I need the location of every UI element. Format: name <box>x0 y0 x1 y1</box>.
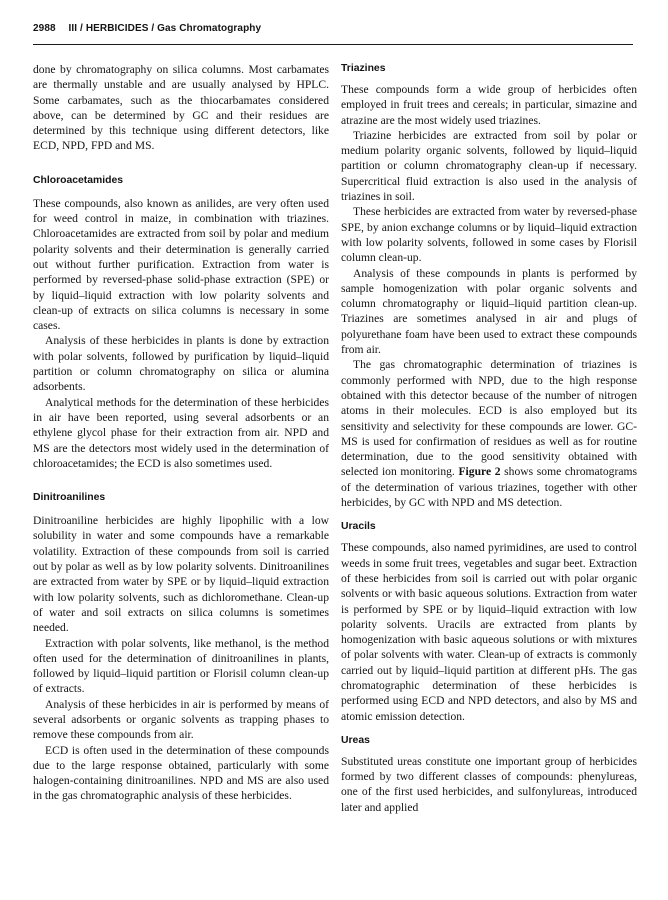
paragraph: Analysis of these herbicides in plants is done by extraction with polar solvents, followed by purification by liquid–liquid partition or column chromatography on silica or alumina adsorbents. <box>33 334 329 394</box>
paragraph-text: shows some chromatograms of the determination of various triazines, together with other herbicides, by GC with NPD and MS detection. <box>341 465 638 510</box>
left-column <box>33 62 329 804</box>
paragraph: Analysis of these herbicides in air is performed by means of several adsorbents or organic solvents as trapping phases to remove these compounds from air. <box>33 697 329 742</box>
section-heading-triazines: Triazines <box>341 63 386 74</box>
paragraph: Extraction with polar solvents, like methanol, is the method often used for the determination of dinitroanilines in plants, followed by liquid–liquid partition or Florisil column clean-up of extracts. <box>33 636 329 696</box>
paragraph-text: The gas chromatographic determination of triazines is commonly performed with NPD, due to the high response obtained with this detector because of the number of nitrogen atoms in their molecules. ECD is also employed but its sensitivity and selectivity for these compounds are lower. GC-MS is used for confirmation of residues as well as for routine determination, due to the good sensitivity obtained with selected ion monitoring. <box>341 358 637 479</box>
paragraph: ECD is often used in the determination of these compounds due to the large response obtained, particularly with some halogen-containing dinitroanilines. NPD and MS are also used in the gas chromatographic analysis of these herbicides. <box>33 743 329 803</box>
section-heading-dinitroanilines: Dinitroanilines <box>33 492 106 504</box>
paragraph: Dinitroaniline herbicides are highly lipophilic with a low solubility in water and some compounds have a remarkable volatility. Extraction of these compounds from soil is carried out by polar as well as by low polarity solvents. Dinitroanilines are extracted from water by SPE or by liquid–liquid extraction with low polarity solvents, such as dichloromethane. Clean-up of water and soil extracts on silica columns is sometimes needed. <box>33 514 329 635</box>
paragraph: Triazine herbicides are extracted from soil by polar or medium polarity organic solvents, followed by liquid–liquid partition or column chromatography clean-up if necessary. Supercritical fluid extraction is also used in the analysis of triazines in soil. <box>341 128 637 204</box>
page-number: 2988 <box>33 23 56 34</box>
paragraph: Analysis of these compounds in plants is performed by sample homogenization with polar organic solvents and column chromatography or liquid–liquid partition clean-up. Triazines are sometimes analysed in air and plugs of polyurethane foam have been used to extract these compounds from air. <box>341 266 637 357</box>
section-heading-uracils: Uracils <box>341 521 376 533</box>
section-heading-chloroacetamides: Chloroacetamides <box>33 174 124 186</box>
paragraph: These compounds, also known as anilides, are very often used for weed control in maize, in combination with triazines. Chloroacetamides are extracted from soil by polar and medium polarity solvents and their determination is generally carried out without further purification. Extraction from water is performed by reversed-phase solid-phase extraction (SPE) or by liquid–liquid extraction with low polarity solvents and clean-up of extracts on silica columns is necessary in some cases. <box>33 196 329 333</box>
paragraph: done by chromatography on silica columns. Most carbamates are thermally unstable and are usually analysed by HPLC. Some carbamates, such as the thiocarbamates considered above, can be determined by GC and their residues are determined by this technique using different detectors, like ECD, NPD, FPD and MS. <box>33 63 329 153</box>
header-rule <box>33 44 633 45</box>
paragraph: These compounds form a wide group of herbicides often employed in fruit trees and cereals; in particular, simazine and atrazine are the most widely used triazines. <box>341 83 637 127</box>
paragraph: Substituted ureas constitute one important group of herbicides formed by two different classes of compounds: phenylureas, one of the first used herbicides, and sulfonylureas, introduced later and applied <box>341 754 637 814</box>
paragraph: Analytical methods for the determination of these herbicides in air have been reported, using several adsorbents or an ethylene glycol phase for their extraction from air. NPD and MS are the detectors most widely used in the determination of chloroacetamides; the ECD is also sometimes used. <box>33 395 329 470</box>
section-title: III / HERBICIDES / Gas Chromatography <box>68 23 262 34</box>
figure-reference[interactable]: Figure 2 <box>458 465 501 479</box>
section-heading-ureas: Ureas <box>341 734 370 746</box>
paragraph <box>341 357 637 510</box>
right-column <box>341 62 637 815</box>
paragraph: These compounds, also named pyrimidines, are used to control weeds in some fruit trees, vegetables and sugar beet. Extraction of these herbicides from soil is carried out with polar organic solvents or with basic aqueous solutions. Extraction from water is performed by SPE or by liquid–liquid extraction with low polarity solvents. Uracils are extracted from plants by homogenization with basic aqueous solutions or with mixtures of polar solvents with water. Clean-up of extracts is commonly carried out by liquid–liquid partition at different pHs. The gas chromatographic determination of these herbicides is performed using ECD and NPD detectors, and also by MS and atomic emission detection. <box>341 541 637 723</box>
paragraph: These herbicides are extracted from water by reversed-phase SPE, by anion exchange columns or by liquid–liquid extraction with low polarity solvents, followed in some cases by Florisil column clean-up. <box>341 205 637 265</box>
